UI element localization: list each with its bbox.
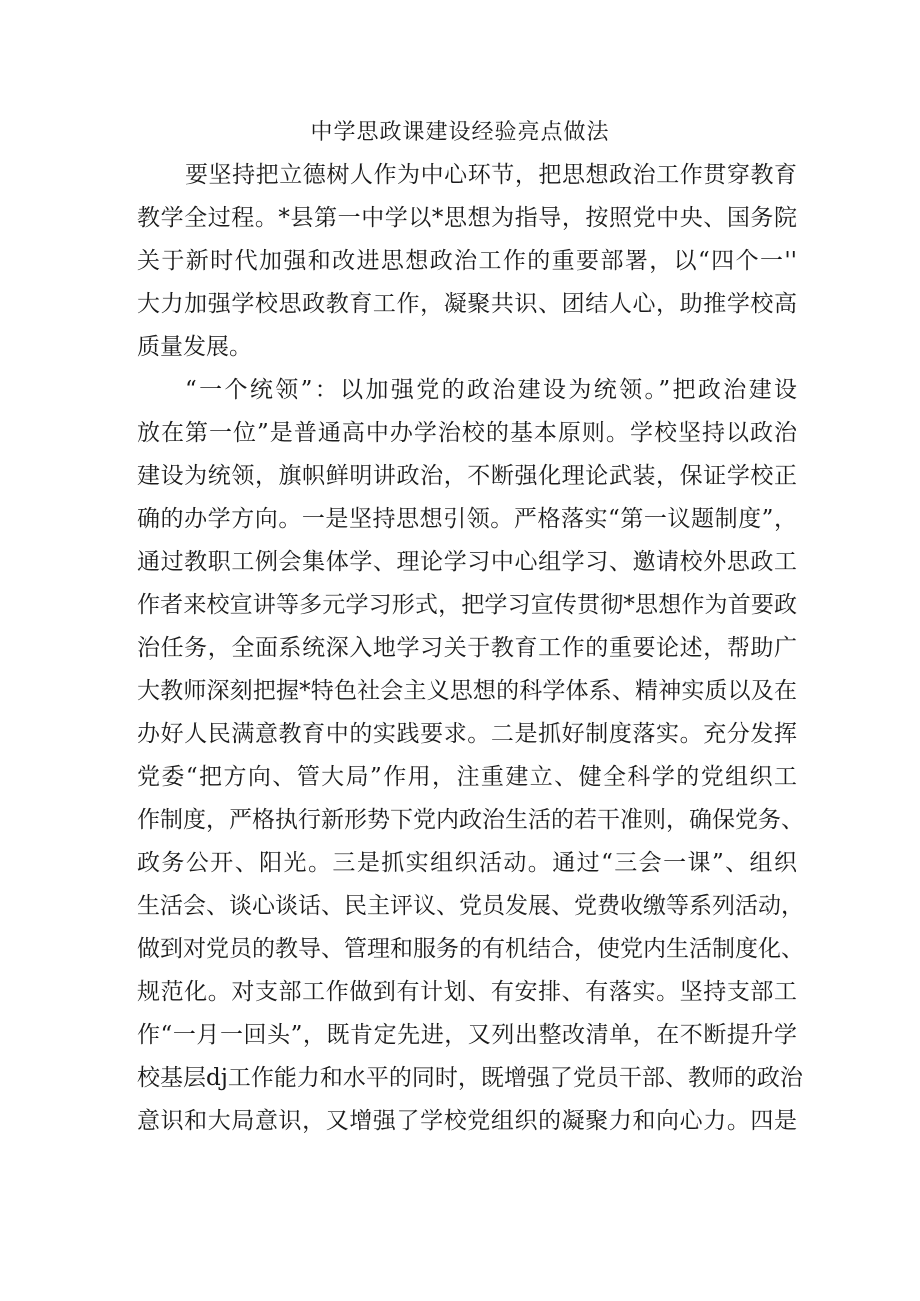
paragraph-line: 建设为统领，旗帜鲜明讲政治，不断强化理论武装，保证学校正 [137, 463, 797, 489]
paragraph-line: 作者来校宣讲等多元学习形式，把学习宣传贯彻*思想作为首要政 [137, 592, 797, 618]
paragraph-line: 办好人民满意教育中的实践要求。二是抓好制度落实。充分发挥 [137, 721, 797, 747]
paragraph-line: 通过教职工例会集体学、理论学习中心组学习、邀请校外思政工 [137, 549, 797, 575]
paragraph-line: 放在第一位”是普通高中办学治校的基本原则。学校坚持以政治 [137, 420, 797, 446]
paragraph-line: 作制度，严格执行新形势下党内政治生活的若干准则，确保党务、 [137, 807, 804, 833]
paragraph-line: 大教师深刻把握*特色社会主义思想的科学体系、精神实质以及在 [137, 678, 797, 704]
paragraph-line: 大力加强学校思政教育工作，凝聚共识、团结人心，助推学校高 [137, 291, 797, 317]
paragraph-line: 规范化。对支部工作做到有计划、有安排、有落实。坚持支部工 [137, 979, 797, 1005]
document-title: 中学思政课建设经验亮点做法 [310, 120, 610, 145]
paragraph-line: 要坚持把立德树人作为中心环节，把思想政治工作贯穿教育 [185, 162, 797, 188]
paragraph-line: 校基层dj工作能力和水平的同时，既增强了党员干部、教师的政治 [137, 1065, 803, 1091]
paragraph-line: 政务公开、阳光。三是抓实组织活动。通过“三会一课”、组织 [137, 850, 797, 876]
paragraph-line: 治任务，全面系统深入地学习关于教育工作的重要论述，帮助广 [137, 635, 797, 661]
paragraph-line: 教学全过程。*县第一中学以*思想为指导，按照党中央、国务院 [137, 205, 797, 231]
paragraph-line: 确的办学方向。一是坚持思想引领。严格落实“第一议题制度”， [137, 506, 797, 532]
paragraph-line: 意识和大局意识，又增强了学校党组织的凝聚力和向心力。四是 [137, 1108, 797, 1134]
paragraph-line: 质量发展。 [137, 334, 252, 360]
paragraph-line: 做到对党员的教导、管理和服务的有机结合，使党内生活制度化、 [137, 936, 804, 962]
paragraph-line: 关于新时代加强和改进思想政治工作的重要部署，以“四个一'' [137, 248, 797, 274]
paragraph-line: “一个统领”：以加强党的政治建设为统领。”把政治建设 [185, 377, 797, 403]
paragraph-line: 党委“把方向、管大局”作用，注重建立、健全科学的党组织工 [137, 764, 797, 790]
paragraph-line: 生活会、谈心谈话、民主评议、党员发展、党费收缴等系列活动， [137, 893, 804, 919]
paragraph-line: 作“一月一回头”，既肯定先进，又列出整改清单，在不断提升学 [137, 1022, 797, 1048]
